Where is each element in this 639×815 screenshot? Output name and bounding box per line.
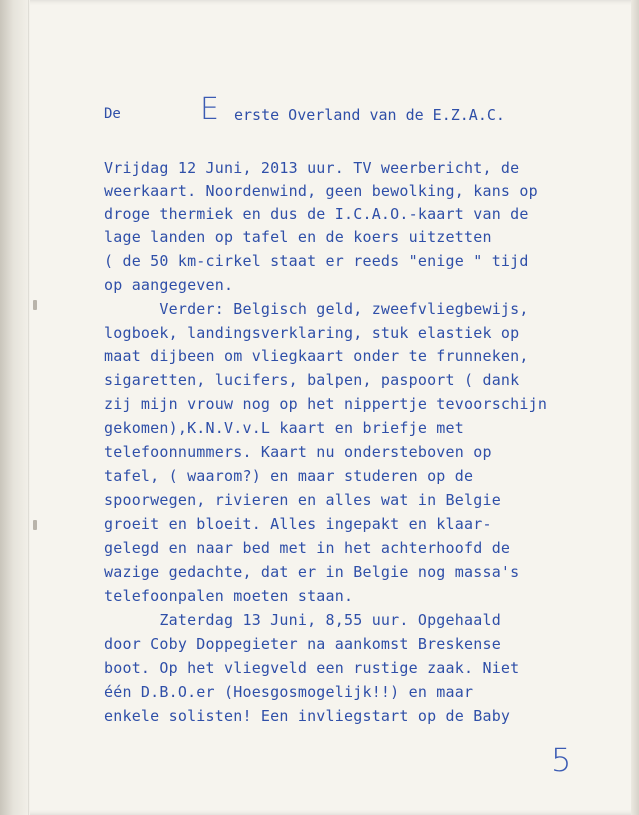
staple-mark xyxy=(33,520,37,530)
page-edge xyxy=(631,0,639,815)
text-line: boot. Op het vliegveld een rustige zaak. Niet xyxy=(104,659,520,677)
text-line: gelegd en naar bed met in het achterhoofd de xyxy=(104,539,511,557)
staple-mark xyxy=(33,300,37,310)
text-line: lage landen op tafel en de koers uitzetten xyxy=(104,228,492,246)
text-line: weerkaart. Noordenwind, geen bewolking, kans op xyxy=(104,182,538,200)
text-line: op aangegeven. xyxy=(104,276,234,294)
text-line: enkele solisten! Een invliegstart op de Baby xyxy=(104,707,511,725)
text-line: droge thermiek en dus de I.C.A.O.-kaart van de xyxy=(104,205,529,223)
text-line: Verder: Belgisch geld, zweefvliegbewijs, xyxy=(104,300,529,318)
page-binding xyxy=(0,0,30,815)
text-line: gekomen),K.N.V.v.L kaart en briefje met xyxy=(104,419,464,437)
text-line: Vrijdag 12 Juni, 2013 uur. TV weerbericht, de xyxy=(104,159,520,177)
title-text: erste Overland van de E.Z.A.C. xyxy=(234,106,505,124)
page-title xyxy=(104,92,564,132)
text-line: spoorwegen, rivieren en alles wat in Belgie xyxy=(104,491,501,509)
text-line: logboek, landingsverklaring, stuk elastiek op xyxy=(104,324,520,342)
text-line: door Coby Doppegieter na aankomst Breskense xyxy=(104,635,501,653)
text-line: tafel, ( waarom?) en maar studeren op de xyxy=(104,467,474,485)
text-line: zij mijn vrouw nog op het nippertje tevoorschijn xyxy=(104,395,548,413)
title-initial: E xyxy=(200,92,219,127)
text-line: Zaterdag 13 Juni, 8,55 uur. Opgehaald xyxy=(104,611,501,629)
text-line: telefoonpalen moeten staan. xyxy=(104,587,354,605)
text-line: wazige gedachte, dat er in Belgie nog massa's xyxy=(104,563,520,581)
text-line: telefoonnummers. Kaart nu ondersteboven op xyxy=(104,443,492,461)
title-prefix: De xyxy=(104,106,121,122)
text-line: maat dijbeen om vliegkaart onder te frunneken, xyxy=(104,347,529,365)
page-number: 5 xyxy=(551,741,572,779)
text-line: één D.B.O.er (Hoesgosmogelijk!!) en maar xyxy=(104,683,474,701)
text-line: sigaretten, lucifers, balpen, paspoort ( dank xyxy=(104,371,520,389)
binding-edge xyxy=(28,0,29,815)
text-line: ( de 50 km-cirkel staat er reeds "enige " tijd xyxy=(104,252,529,270)
text-line: groeit en bloeit. Alles ingepakt en klaar- xyxy=(104,515,492,533)
